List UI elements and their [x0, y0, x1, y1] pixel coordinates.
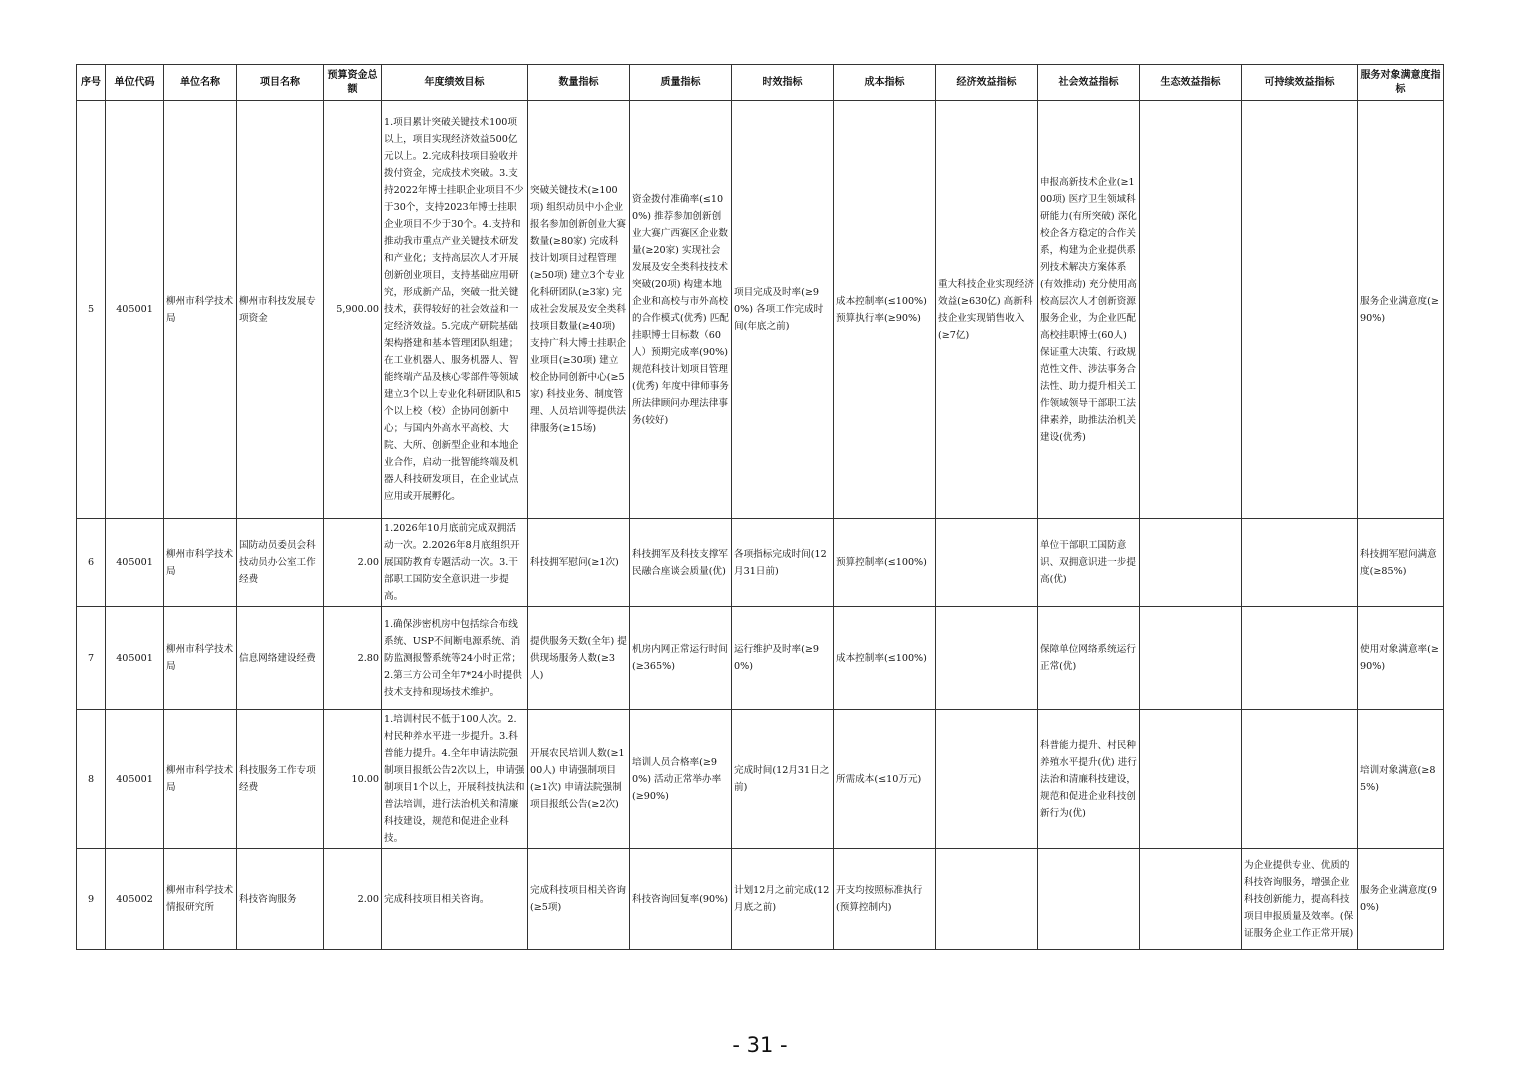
- cell-economic: [936, 849, 1038, 950]
- cell-social: 单位干部职工国防意识、双拥意识进一步提高(优): [1038, 519, 1140, 607]
- cell-quantity: 完成科技项目相关咨询(≥5项): [528, 849, 630, 950]
- cell-sustainable: [1242, 607, 1358, 710]
- table-row: [77, 710, 1444, 849]
- header-ecological: 生态效益指标: [1140, 65, 1242, 101]
- table-row: [77, 101, 1444, 519]
- cell-quantity: 科技拥军慰问(≥1次): [528, 519, 630, 607]
- table-row: [77, 519, 1444, 607]
- cell-budget: 5,900.00: [324, 101, 382, 519]
- cell-cost: 成本控制率(≤100%) 预算执行率(≥90%): [834, 101, 936, 519]
- cell-seq: 5: [77, 101, 106, 519]
- cell-satisfaction: 科技拥军慰问满意度(≥85%): [1358, 519, 1444, 607]
- cell-quantity: 提供服务天数(全年) 提供现场服务人数(≥3人): [528, 607, 630, 710]
- cell-social: 申报高新技术企业(≥100项) 医疗卫生领域科研能力(有所突破) 深化校企各方稳定的合作关系，构建为企业提供系列技术解决方案体系(有效推动) 充分使用高校高层次人才创新资源服务企业，为企业匹配高校挂职博士(60人) 保证重大决策、行政规范性文件、涉法事务合法性、助力提升相关工作领域领导干部职工法律素养，助推法治机关建设(优秀): [1038, 101, 1140, 519]
- cell-sustainable: 为企业提供专业、优质的科技咨询服务，增强企业科技创新能力，提高科技项目申报质量及效率。(保证服务企业工作正常开展): [1242, 849, 1358, 950]
- cell-economic: [936, 607, 1038, 710]
- cell-ecological: [1140, 849, 1242, 950]
- cell-project: 国防动员委员会科技动员办公室工作经费: [237, 519, 324, 607]
- cell-cost: 所需成本(≤10万元): [834, 710, 936, 849]
- cell-code: 405001: [106, 607, 164, 710]
- cell-code: 405001: [106, 101, 164, 519]
- cell-unit: 柳州市科学技术情报研究所: [164, 849, 237, 950]
- cell-code: 405002: [106, 849, 164, 950]
- cell-social: 科普能力提升、村民种养殖水平提升(优) 进行法治和清廉科技建设，规范和促进企业科技创新行为(优): [1038, 710, 1140, 849]
- cell-budget: 10.00: [324, 710, 382, 849]
- cell-economic: [936, 519, 1038, 607]
- cell-seq: 8: [77, 710, 106, 849]
- header-row: [77, 65, 1444, 101]
- cell-timeliness: 计划12月之前完成(12月底之前): [732, 849, 834, 950]
- header-economic: 经济效益指标: [936, 65, 1038, 101]
- cell-sustainable: [1242, 519, 1358, 607]
- cell-cost: 开支均按照标准执行(预算控制内): [834, 849, 936, 950]
- cell-quality: 机房内网正常运行时间(≥365%): [630, 607, 732, 710]
- table-row: [77, 849, 1444, 950]
- header-timeliness: 时效指标: [732, 65, 834, 101]
- performance-table: [76, 64, 1444, 950]
- cell-project: 信息网络建设经费: [237, 607, 324, 710]
- cell-timeliness: 完成时间(12月31日之前): [732, 710, 834, 849]
- table-row: [77, 607, 1444, 710]
- cell-sustainable: [1242, 710, 1358, 849]
- cell-unit: 柳州市科学技术局: [164, 519, 237, 607]
- cell-unit: 柳州市科学技术局: [164, 710, 237, 849]
- cell-seq: 7: [77, 607, 106, 710]
- cell-satisfaction: 服务企业满意度(≥90%): [1358, 101, 1444, 519]
- cell-cost: 预算控制率(≤100%): [834, 519, 936, 607]
- cell-project: 科技咨询服务: [237, 849, 324, 950]
- header-quality: 质量指标: [630, 65, 732, 101]
- cell-quantity: 开展农民培训人数(≥100人) 申请强制项目(≥1次) 申请法院强制项目报纸公告(≥2次): [528, 710, 630, 849]
- cell-unit: 柳州市科学技术局: [164, 101, 237, 519]
- header-unit-name: 单位名称: [164, 65, 237, 101]
- cell-budget: 2.80: [324, 607, 382, 710]
- cell-goal: 1.确保涉密机房中包括综合布线系统、USP不间断电源系统、消防监测报警系统等24小时正常；2.第三方公司全年7*24小时提供技术支持和现场技术维护。: [382, 607, 528, 710]
- cell-ecological: [1140, 519, 1242, 607]
- cell-seq: 6: [77, 519, 106, 607]
- cell-quality: 科技拥军及科技支撑军民融合座谈会质量(优): [630, 519, 732, 607]
- cell-timeliness: 运行维护及时率(≥90%): [732, 607, 834, 710]
- cell-timeliness: 项目完成及时率(≥90%) 各项工作完成时间(年底之前): [732, 101, 834, 519]
- cell-satisfaction: 培训对象满意(≥85%): [1358, 710, 1444, 849]
- header-project-name: 项目名称: [237, 65, 324, 101]
- cell-cost: 成本控制率(≤100%): [834, 607, 936, 710]
- cell-quality: 资金拨付准确率(≤100%) 推荐参加创新创业大赛广西赛区企业数量(≥20家) 实现社会发展及安全类科技技术突破(20项) 构建本地企业和高校与市外高校的合作模式(优秀) 匹配挂职博士目标数（60人）预期完成率(90%) 规范科技计划项目管理(优秀) 年度中律师事务所法律顾问办理法律事务(较好): [630, 101, 732, 519]
- cell-project: 科技服务工作专项经费: [237, 710, 324, 849]
- cell-ecological: [1140, 607, 1242, 710]
- cell-goal: 1.培训村民不低于100人次。2.村民种养水平进一步提升。3.科普能力提升。4.全年申请法院强制项目报纸公告2次以上，申请强制项目1个以上，开展科技执法和普法培训，进行法治机关和清廉科技建设，规范和促进企业科技。: [382, 710, 528, 849]
- cell-sustainable: [1242, 101, 1358, 519]
- cell-budget: 2.00: [324, 849, 382, 950]
- header-unit-code: 单位代码: [106, 65, 164, 101]
- cell-economic: [936, 710, 1038, 849]
- page-number: - 31 -: [732, 1033, 788, 1057]
- cell-quality: 培训人员合格率(≥90%) 活动正常举办率(≥90%): [630, 710, 732, 849]
- header-quantity: 数量指标: [528, 65, 630, 101]
- header-budget: 预算资金总额: [324, 65, 382, 101]
- cell-satisfaction: 使用对象满意率(≥90%): [1358, 607, 1444, 710]
- cell-social: 保障单位网络系统运行正常(优): [1038, 607, 1140, 710]
- header-social: 社会效益指标: [1038, 65, 1140, 101]
- header-satisfaction: 服务对象满意度指标: [1358, 65, 1444, 101]
- cell-economic: 重大科技企业实现经济效益(≥630亿) 高新科技企业实现销售收入(≥7亿): [936, 101, 1038, 519]
- cell-timeliness: 各项指标完成时间(12月31日前): [732, 519, 834, 607]
- cell-unit: 柳州市科学技术局: [164, 607, 237, 710]
- cell-quantity: 突破关键技术(≥100项) 组织动员中小企业报名参加创新创业大赛数量(≥80家) 完成科技计划项目过程管理(≥50项) 建立3个专业化科研团队(≥3家) 完成社会发展及安全类科技项目数量(≥40项) 支持广科大博士挂职企业项目(≥30项) 建立校企协同创新中心(≥5家) 科技业务、制度管理、人员培训等提供法律服务(≥15场): [528, 101, 630, 519]
- cell-code: 405001: [106, 519, 164, 607]
- cell-goal: 完成科技项目相关咨询。: [382, 849, 528, 950]
- header-annual-goal: 年度绩效目标: [382, 65, 528, 101]
- cell-project: 柳州市科技发展专项资金: [237, 101, 324, 519]
- cell-goal: 1.2026年10月底前完成双拥活动一次。2.2026年8月底组织开展国防教育专题活动一次。3.干部职工国防安全意识进一步提高。: [382, 519, 528, 607]
- cell-ecological: [1140, 101, 1242, 519]
- cell-seq: 9: [77, 849, 106, 950]
- header-cost: 成本指标: [834, 65, 936, 101]
- cell-ecological: [1140, 710, 1242, 849]
- header-seq: 序号: [77, 65, 106, 101]
- cell-social: [1038, 849, 1140, 950]
- cell-code: 405001: [106, 710, 164, 849]
- cell-satisfaction: 服务企业满意度(90%): [1358, 849, 1444, 950]
- header-sustainable: 可持续效益指标: [1242, 65, 1358, 101]
- cell-quality: 科技咨询回复率(90%): [630, 849, 732, 950]
- cell-goal: 1.项目累计突破关键技术100项以上，项目实现经济效益500亿元以上。2.完成科技项目验收并拨付资金，完成技术突破。3.支持2022年博士挂职企业项目不少于30个，支持2023年博士挂职企业项目不少于30个。4.支持和推动我市重点产业关键技术研发和产业化；支持高层次人才开展创新创业项目，支持基础应用研究，形成新产品，突破一批关键技术，获得较好的社会效益和一定经济效益。5.完成产研院基础架构搭建和基本管理团队组建；在工业机器人、服务机器人、智能终端产品及核心零部件等领域建立3个以上专业化科研团队和5个以上校（校）企协同创新中心；与国内外高水平高校、大院、大所、创新型企业和本地企业合作，启动一批智能终端及机器人科技研发项目，在企业试点应用或开展孵化。: [382, 101, 528, 519]
- cell-budget: 2.00: [324, 519, 382, 607]
